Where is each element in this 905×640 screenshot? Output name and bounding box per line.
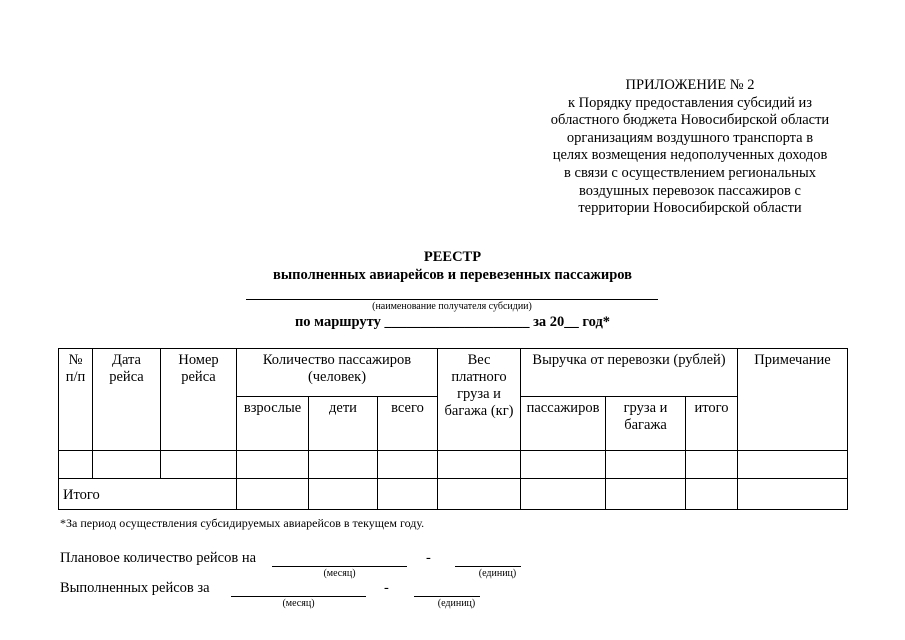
- table-cell[interactable]: [606, 451, 686, 479]
- appendix-line: к Порядку предоставления субсидий из: [567, 94, 813, 111]
- completed-month-line[interactable]: [231, 596, 366, 597]
- appendix-block: [520, 77, 860, 218]
- header-cargo-weight: Вес платного груза и багажа (кг): [438, 349, 521, 451]
- header-revenue: Выручка от перевозки (рублей): [521, 349, 738, 397]
- table-cell[interactable]: [93, 451, 161, 479]
- table-cell[interactable]: [438, 451, 521, 479]
- completed-dash: -: [384, 580, 389, 596]
- header-flight-number: Номер рейса: [161, 349, 237, 451]
- appendix-line: в связи с осуществлением региональных: [564, 164, 816, 181]
- subheader-revenue-passengers: пассажиров: [521, 397, 606, 451]
- table-cell[interactable]: [378, 479, 438, 510]
- header-num: № п/п: [59, 349, 93, 451]
- total-row: [59, 479, 848, 510]
- header-date: Дата рейса: [93, 349, 161, 451]
- table-cell[interactable]: [309, 451, 378, 479]
- total-label: Итого: [59, 479, 237, 510]
- table-cell[interactable]: [237, 451, 309, 479]
- appendix-line: воздушных перевозок пассажиров с: [579, 182, 801, 199]
- table-cell[interactable]: [686, 479, 738, 510]
- subheader-revenue-cargo: груза и багажа: [606, 397, 686, 451]
- header-note: Примечание: [738, 349, 848, 451]
- table-cell[interactable]: [59, 451, 93, 479]
- planned-month-line[interactable]: [272, 566, 407, 567]
- planned-dash: -: [426, 550, 431, 566]
- table-cell[interactable]: [161, 451, 237, 479]
- appendix-line: территории Новосибирской области: [578, 200, 802, 217]
- completed-month-caption: (месяц): [282, 598, 315, 609]
- completed-flights-label: Выполненных рейсов за: [60, 580, 210, 596]
- table-cell[interactable]: [738, 479, 848, 510]
- document-title: РЕЕСТР: [423, 249, 482, 265]
- completed-units-line[interactable]: [414, 596, 480, 597]
- table-cell[interactable]: [438, 479, 521, 510]
- completed-units-caption: (единиц): [437, 598, 476, 609]
- table-cell[interactable]: [521, 451, 606, 479]
- table-cell[interactable]: [686, 451, 738, 479]
- subheader-revenue-total: итого: [686, 397, 738, 451]
- registry-table: [58, 348, 848, 510]
- footnote: *За период осуществления субсидируемых авиарейсов в текущем году.: [60, 516, 425, 530]
- table-cell[interactable]: [378, 451, 438, 479]
- table-cell[interactable]: [521, 479, 606, 510]
- appendix-line: областного бюджета Новосибирской области: [550, 112, 830, 129]
- recipient-name-line[interactable]: [246, 299, 658, 300]
- planned-month-caption: (месяц): [323, 568, 356, 579]
- subheader-children: дети: [309, 397, 378, 451]
- table-cell[interactable]: [738, 451, 848, 479]
- planned-units-line[interactable]: [455, 566, 521, 567]
- planned-units-caption: (единиц): [478, 568, 517, 579]
- appendix-line: ПРИЛОЖЕНИЕ № 2: [625, 77, 755, 93]
- appendix-line: организациям воздушного транспорта в: [566, 129, 814, 146]
- table-row: [59, 451, 848, 479]
- table-cell[interactable]: [309, 479, 378, 510]
- subheader-adults: взрослые: [237, 397, 309, 451]
- planned-flights-label: Плановое количество рейсов на: [60, 550, 257, 566]
- route-line: по маршруту ____________________ за 20__ год*: [294, 314, 611, 330]
- subheader-total-passengers: всего: [378, 397, 438, 451]
- header-passenger-count: Количество пассажиров (человек): [237, 349, 438, 397]
- appendix-line: целях возмещения недополученных доходов: [552, 147, 828, 164]
- table-cell[interactable]: [237, 479, 309, 510]
- document-subtitle: выполненных авиарейсов и перевезенных пассажиров: [273, 267, 632, 283]
- table-cell[interactable]: [606, 479, 686, 510]
- recipient-caption: (наименование получателя субсидии): [372, 301, 532, 312]
